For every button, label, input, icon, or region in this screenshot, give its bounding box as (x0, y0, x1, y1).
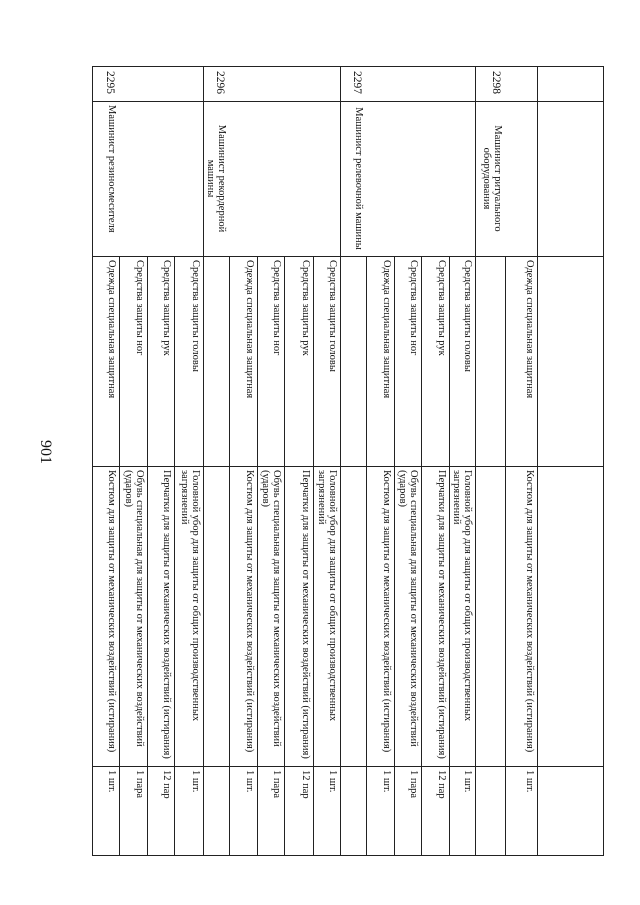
ppe-description-cell: Костюм для защиты от механических воздействий (истирания) (106, 470, 117, 753)
table-row (257, 67, 284, 855)
row-number: 2297 (351, 71, 363, 94)
ppe-table (92, 66, 604, 856)
ppe-type-cell: Средства защиты ног (408, 260, 419, 356)
column-divider (93, 101, 603, 102)
ppe-description-cell: Обувь специальная для защиты от механических воздействий (ударов) (123, 470, 145, 747)
ppe-type-cell: Одежда специальная защитная (524, 260, 535, 399)
ppe-description-cell: Перчатки для защиты от механических воздействий (истирания) (300, 470, 311, 759)
quantity-cell: 1 шт. (244, 770, 255, 793)
quantity-cell: 12 пар (300, 770, 311, 799)
ppe-description-cell: Перчатки для защиты от механических воздействий (истирания) (161, 470, 172, 759)
quantity-cell: 1 шт. (381, 770, 392, 793)
table-row (421, 67, 449, 855)
quantity-cell: 1 шт. (462, 770, 473, 793)
ppe-type-cell: Средства защиты рук (300, 260, 311, 356)
quantity-cell: 1 пара (134, 770, 145, 799)
ppe-description-cell: Головной убор для защиты от общих производственных загрязнений (179, 470, 201, 722)
table-row (119, 67, 147, 855)
table-row (174, 67, 203, 855)
row-divider (537, 67, 538, 855)
quantity-cell: 12 пар (436, 770, 447, 799)
row-number: 2296 (214, 71, 226, 94)
ppe-type-cell: Средства защиты головы (190, 260, 201, 372)
quantity-cell: 1 пара (408, 770, 419, 799)
ppe-type-cell: Одежда специальная защитная (106, 260, 117, 399)
column-divider (93, 466, 603, 467)
profession-name: Машинист ритуального оборудования (481, 125, 503, 232)
ppe-description-cell: Головной убор для защиты от общих производственных загрязнений (316, 470, 338, 722)
ppe-description-cell: Обувь специальная для защиты от механических воздействий (ударов) (260, 470, 282, 747)
quantity-cell: 1 шт. (327, 770, 338, 793)
profession-name: Машинист резиносмесителя (106, 105, 117, 233)
ppe-description-cell: Костюм для защиты от механических воздействий (истирания) (524, 470, 535, 753)
row-number: 2298 (490, 71, 502, 94)
quantity-cell: 12 пар (161, 770, 172, 799)
ppe-type-cell: Средства защиты рук (161, 260, 172, 356)
ppe-description-cell: Головной убор для защиты от общих производственных загрязнений (451, 470, 473, 722)
ppe-type-cell: Средства защиты ног (134, 260, 145, 356)
table-row (284, 67, 313, 855)
ppe-type-cell: Средства защиты головы (327, 260, 338, 372)
ppe-description-cell: Костюм для защиты от механических воздействий (истирания) (381, 470, 392, 753)
table-row (394, 67, 421, 855)
ppe-type-cell: Одежда специальная защитная (381, 260, 392, 399)
quantity-cell: 1 шт. (106, 770, 117, 793)
table-row (449, 67, 475, 855)
row-number: 2295 (104, 71, 116, 94)
quantity-cell: 1 шт. (190, 770, 201, 793)
ppe-type-cell: Средства защиты ног (271, 260, 282, 356)
ppe-description-cell: Обувь специальная для защиты от механических воздействий (ударов) (397, 470, 419, 747)
table-row (229, 67, 257, 855)
profession-name: Машинист релевочной машины (353, 107, 364, 250)
ppe-type-cell: Одежда специальная защитная (244, 260, 255, 399)
quantity-cell: 1 шт. (524, 770, 535, 793)
ppe-type-cell: Средства защиты рук (436, 260, 447, 356)
ppe-description-cell: Костюм для защиты от механических воздействий (истирания) (244, 470, 255, 753)
table-row (366, 67, 394, 855)
column-divider (93, 256, 603, 257)
table-row (147, 67, 174, 855)
ppe-type-cell: Средства защиты головы (462, 260, 473, 372)
page-number: 901 (37, 440, 54, 464)
ppe-description-cell: Перчатки для защиты от механических воздействий (истирания) (436, 470, 447, 759)
column-divider (93, 766, 603, 767)
table-row (313, 67, 340, 855)
profession-name: Машинист рекордерной машины (205, 124, 227, 233)
table-row (505, 67, 537, 855)
quantity-cell: 1 пара (271, 770, 282, 799)
